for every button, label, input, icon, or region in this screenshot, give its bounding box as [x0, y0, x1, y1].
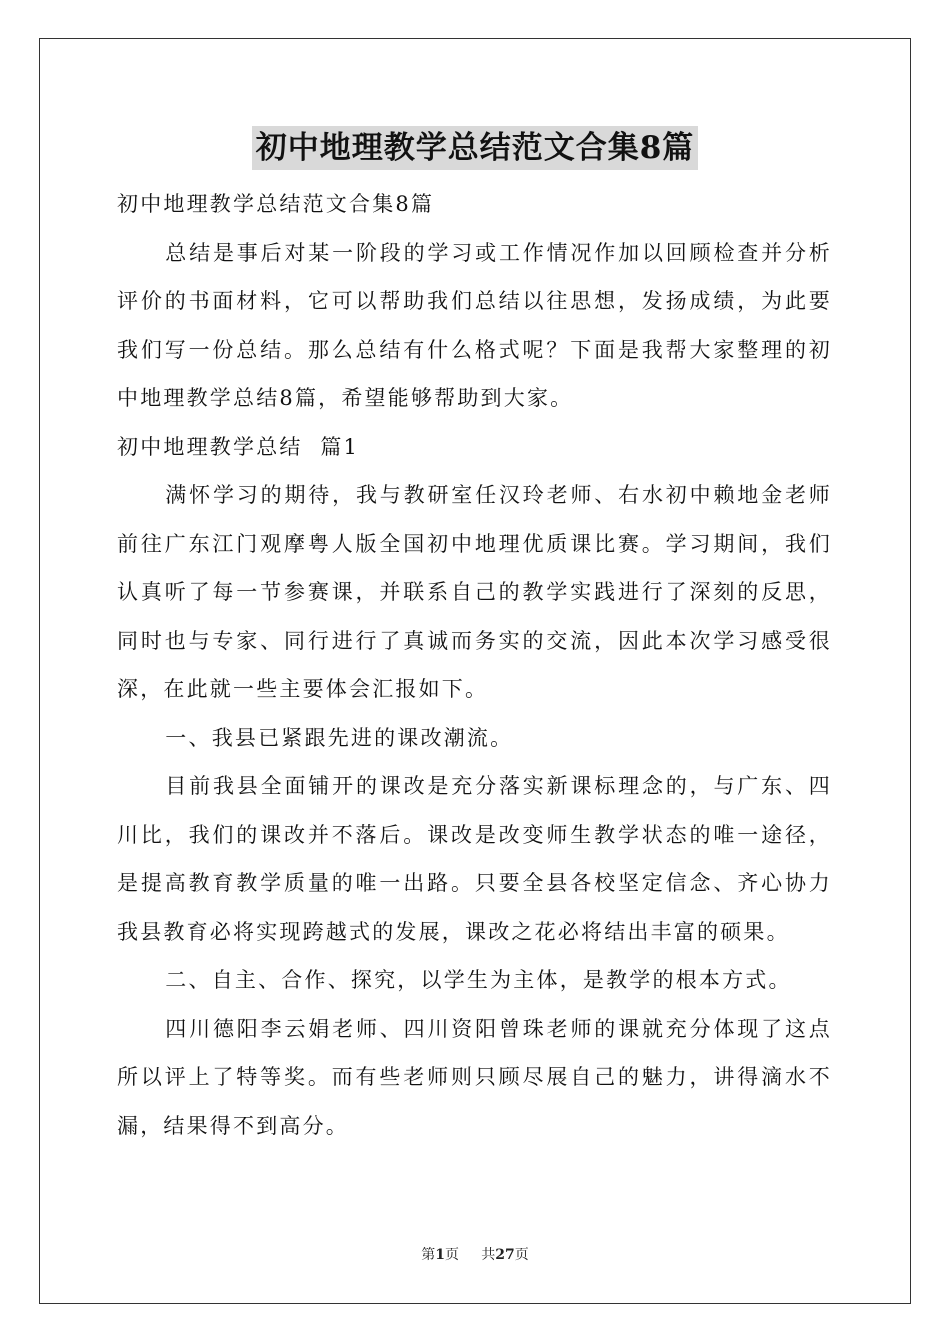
page-prefix: 第 [421, 1247, 436, 1263]
total-suffix: 页 [514, 1247, 529, 1263]
page-suffix: 页 [445, 1247, 459, 1263]
body-paragraph: 四川德阳李云娟老师、四川资阳曾珠老师的课就充分体现了这点所以评上了特等奖。而有些老师则只顾尽展自己的魅力，讲得滴水不漏，结果得不到高分。 [117, 1016, 832, 1138]
document-body [117, 180, 832, 1150]
point-heading-2: 二、自主、合作、探究，以学生为主体，是教学的根本方式。 [165, 968, 792, 992]
subtitle-line: 初中地理教学总结范文合集8篇 [117, 192, 435, 216]
total-page-number: 27 [495, 1247, 515, 1263]
intro-paragraph: 总结是事后对某一阶段的学习或工作情况作加以回顾检查并分析评价的书面材料，它可以帮助我们总结以往思想，发扬成绩，为此要我们写一份总结。那么总结有什么格式呢？下面是我帮大家整理的初中地理教学总结8篇，希望能够帮助到大家。 [117, 240, 832, 410]
point-heading-1: 一、我县已紧跟先进的课改潮流。 [165, 725, 514, 750]
body-paragraph: 满怀学习的期待，我与教研室任汉玲老师、右水初中赖地金老师前往广东江门观摩粤人版全国初中地理优质课比赛。学习期间，我们认真听了每一节参赛课，并联系自己的教学实践进行了深刻的反思，同时也与专家、同行进行了真诚而务实的交流，因此本次学习感受很深，在此就一些主要体会汇报如下。 [117, 483, 832, 701]
document-title: 初中地理教学总结范文合集8篇 [252, 126, 699, 170]
current-page-number: 1 [435, 1247, 445, 1263]
page-footer [0, 1246, 950, 1264]
section-heading: 初中地理教学总结 篇1 [117, 434, 360, 459]
title-container [0, 126, 950, 170]
total-prefix: 共 [481, 1247, 496, 1263]
body-paragraph: 目前我县全面铺开的课改是充分落实新课标理念的，与广东、四川比，我们的课改并不落后。课改是改变师生教学状态的唯一途径，是提高教育教学质量的唯一出路。只要全县各校坚定信念、齐心协力我县教育必将实现跨越式的发展，课改之花必将结出丰富的硕果。 [117, 774, 832, 944]
